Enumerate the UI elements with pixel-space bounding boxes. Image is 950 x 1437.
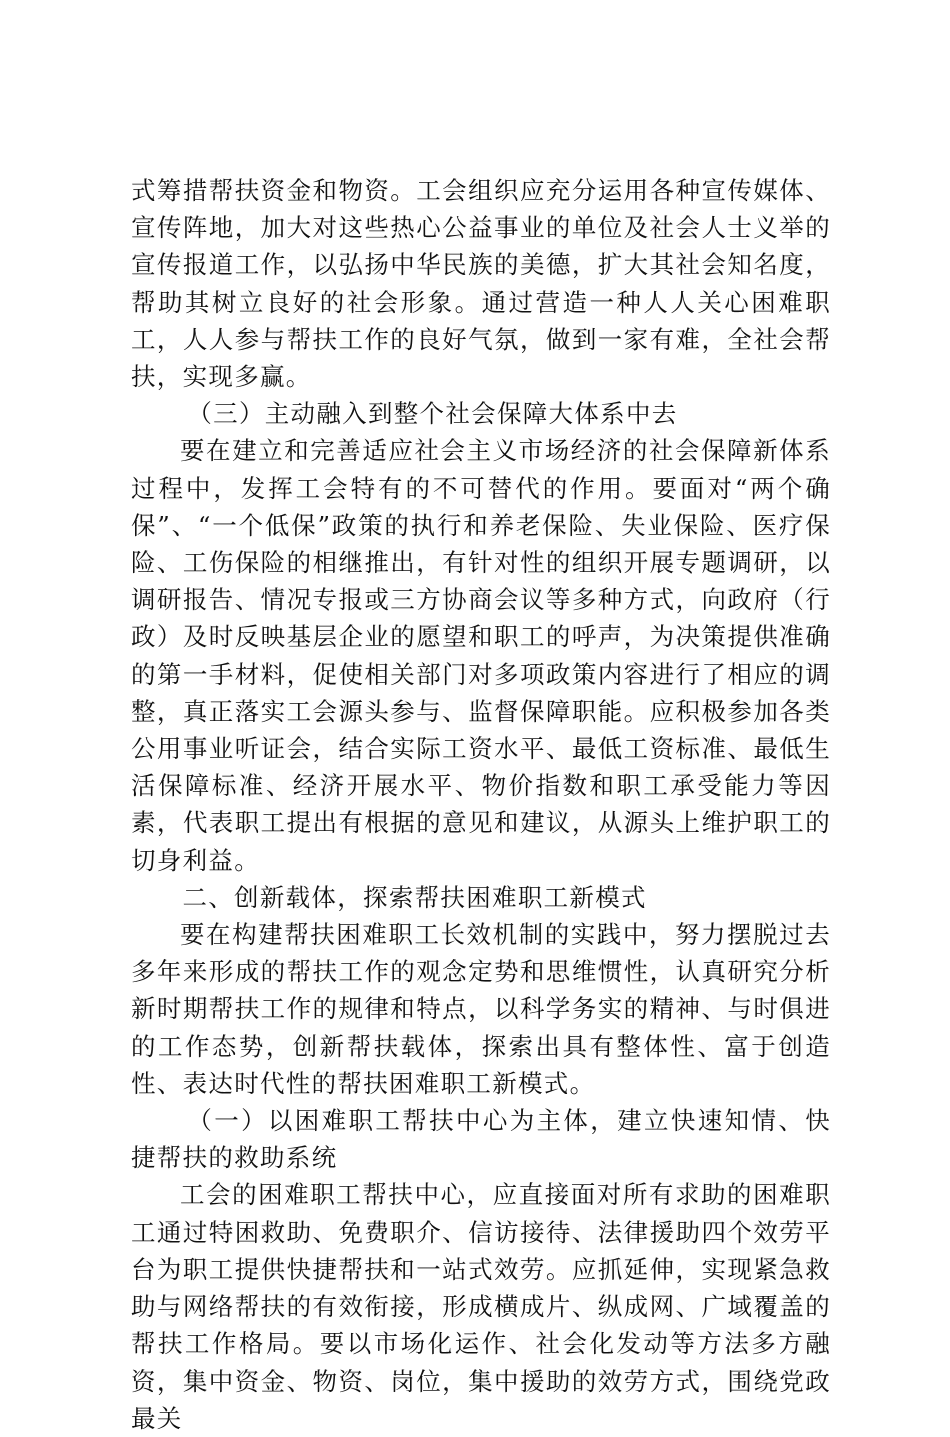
section-heading-3: （三）主动融入到整个社会保障大体系中去: [187, 399, 678, 429]
paragraph-continuation: 式筹措帮扶资金和物资。工会组织应充分运用各种宣传媒体、宣传阵地，加大对这些热心公益事业的单位及社会人士义举的宣传报道工作，以弘扬中华民族的美德，扩大其社会知名度，帮助其树立良好的社会形象。通过营造一种人人关心困难职工，人人参与帮扶工作的良好气氛，做到一家有难，全社会帮扶，实现多赢。: [131, 176, 831, 392]
section-heading-1: （一）以困难职工帮扶中心为主体，建立快速知情、快捷帮扶的救助系统: [131, 1106, 831, 1173]
chapter-heading-2: 二、创新载体，探索帮扶困难职工新模式: [182, 882, 647, 912]
paragraph-innovation: 要在构建帮扶困难职工长效机制的实践中，努力摆脱过去多年来形成的帮扶工作的观念定势和思维惯性，认真研究分析新时期帮扶工作的规律和特点，以科学务实的精神、与时俱进的工作态势，创新帮扶载体，探索出具有整体性、富于创造性、表达时代性的帮扶困难职工新模式。: [131, 920, 831, 1098]
paragraph-social-security: 要在建立和完善适应社会主义市场经济的社会保障新体系过程中，发挥工会特有的不可替代的作用。要面对“两个确保”、“一个低保”政策的执行和养老保险、失业保险、医疗保险、工伤保险的相继推出，有针对性的组织开展专题调研，以调研报告、情况专报或三方协商会议等多种方式，向政府（行政）及时反映基层企业的愿望和职工的呼声，为决策提供准确的第一手材料，促使相关部门对多项政策内容进行了相应的调整，真正落实工会源头参与、监督保障职能。应积极参加各类公用事业听证会，结合实际工资水平、最低工资标准、最低生活保障标准、经济开展水平、物价指数和职工承受能力等因素，代表职工提出有根据的意见和建议，从源头上维护职工的切身利益。: [131, 436, 831, 875]
document-page: [131, 172, 831, 1437]
paragraph-help-center: 工会的困难职工帮扶中心，应直接面对所有求助的困难职工通过特困救助、免费职介、信访接待、法律援助四个效劳平台为职工提供快捷帮扶和一站式效劳。应抓延伸，实现紧急救助与网络帮扶的有效衔接，形成横成片、纵成网、广域覆盖的帮扶工作格局。要以市场化运作、社会化发动等方法多方融资，集中资金、物资、岗位，集中援助的效劳方式，围绕党政最关: [131, 1180, 831, 1433]
